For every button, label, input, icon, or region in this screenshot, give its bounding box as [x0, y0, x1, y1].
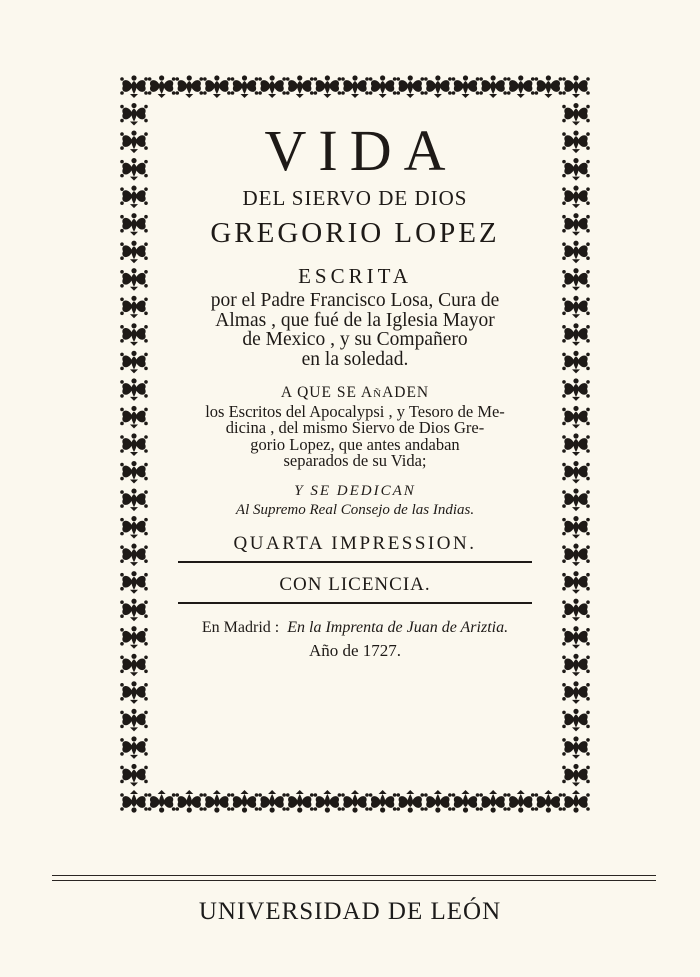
- fleuron-ornament: [120, 241, 148, 264]
- fleuron-ornament: [562, 516, 590, 539]
- fleuron-ornament: [120, 571, 148, 594]
- fleuron-ornament: [562, 241, 590, 264]
- fleuron-ornament: [148, 75, 176, 98]
- added-line: dicina , del mismo Siervo de Dios Gre-: [225, 418, 485, 437]
- fleuron-ornament: [120, 488, 148, 511]
- fleuron-ornament: [507, 75, 535, 98]
- fleuron-ornament: [562, 268, 590, 291]
- fleuron-ornament: [562, 571, 590, 594]
- added-line: separados de su Vida;: [283, 451, 427, 470]
- publisher-name: UNIVERSIDAD DE LEÓN: [198, 898, 502, 925]
- fleuron-ornament: [120, 158, 148, 181]
- fleuron-ornament: [314, 75, 342, 98]
- added-line: gorio Lopez, que antes andaban: [250, 434, 460, 454]
- fleuron-ornament: [562, 323, 590, 346]
- fleuron-ornament: [120, 351, 148, 374]
- fleuron-ornament: [120, 296, 148, 319]
- fleuron-ornament: [535, 75, 563, 98]
- fleuron-ornament: [231, 790, 259, 813]
- fleuron-ornament: [562, 626, 590, 649]
- fleuron-ornament: [396, 790, 424, 813]
- fleuron-ornament: [507, 790, 535, 813]
- license-line: CON LICENCIA.: [279, 573, 431, 595]
- fleuron-ornament: [562, 488, 590, 511]
- fleuron-ornament: [120, 433, 148, 456]
- fleuron-ornament: [562, 351, 590, 374]
- subject-name: GREGORIO LOPEZ: [210, 217, 500, 249]
- fleuron-ornament: [562, 709, 590, 732]
- fleuron-ornament: [562, 75, 590, 98]
- fleuron-ornament: [120, 186, 148, 209]
- fleuron-ornament: [120, 790, 148, 813]
- fleuron-ornament: [120, 736, 148, 759]
- fleuron-ornament: [341, 75, 369, 98]
- fleuron-ornament: [562, 764, 590, 787]
- fleuron-ornament: [562, 736, 590, 759]
- fleuron-ornament: [562, 158, 590, 181]
- fleuron-ornament: [120, 130, 148, 153]
- fleuron-ornament: [120, 461, 148, 484]
- edition-line: QUARTA IMPRESSION.: [233, 532, 477, 554]
- fleuron-ornament: [562, 681, 590, 704]
- fleuron-ornament: [120, 75, 148, 98]
- fleuron-ornament: [120, 709, 148, 732]
- fleuron-ornament: [424, 790, 452, 813]
- fleuron-ornament: [562, 213, 590, 236]
- fleuron-ornament: [120, 764, 148, 787]
- fleuron-ornament: [258, 790, 286, 813]
- fleuron-ornament: [120, 516, 148, 539]
- fleuron-ornament: [120, 213, 148, 236]
- fleuron-ornament: [175, 75, 203, 98]
- imprint-press: En la Imprenta de Juan de Ariztia.: [287, 618, 509, 636]
- fleuron-ornament: [452, 790, 480, 813]
- fleuron-ornament: [562, 544, 590, 567]
- dedication-heading: Y SE DEDICAN: [294, 482, 416, 499]
- fleuron-ornament: [562, 130, 590, 153]
- fleuron-ornament: [258, 75, 286, 98]
- fleuron-ornament: [203, 75, 231, 98]
- fleuron-ornament: [562, 433, 590, 456]
- fleuron-ornament: [396, 75, 424, 98]
- divider-rule: [178, 561, 532, 563]
- title-page-frame: [112, 64, 598, 824]
- fleuron-ornament: [479, 75, 507, 98]
- imprint-city: En Madrid :: [201, 618, 280, 636]
- author-line: por el Padre Francisco Losa, Cura de: [210, 290, 500, 311]
- fleuron-ornament: [341, 790, 369, 813]
- fleuron-ornament: [120, 378, 148, 401]
- fleuron-ornament: [120, 626, 148, 649]
- book-title: VIDA: [264, 118, 458, 183]
- added-line: los Escritos del Apocalypsi , y Tesoro de Me-: [205, 401, 505, 421]
- fleuron-ornament: [479, 790, 507, 813]
- fleuron-ornament: [120, 406, 148, 429]
- fleuron-ornament: [286, 790, 314, 813]
- fleuron-ornament: [562, 296, 590, 319]
- fleuron-ornament: [120, 681, 148, 704]
- fleuron-ornament: [562, 790, 590, 813]
- added-block: [174, 401, 536, 470]
- fleuron-ornament: [562, 461, 590, 484]
- fleuron-ornament: [562, 599, 590, 622]
- fleuron-ornament: [452, 75, 480, 98]
- added-heading: A QUE SE AñADEN: [280, 384, 430, 401]
- title-text-block: [174, 112, 536, 762]
- fleuron-ornament: [369, 75, 397, 98]
- fleuron-ornament: [562, 654, 590, 677]
- fleuron-ornament: [120, 654, 148, 677]
- fleuron-ornament: [120, 599, 148, 622]
- author-block: [174, 291, 536, 369]
- written-heading: ESCRITA: [298, 264, 412, 288]
- fleuron-ornament: [424, 75, 452, 98]
- footer-rule-top: [52, 875, 656, 876]
- author-line: Almas , que fué de la Iglesia Mayor: [215, 309, 495, 331]
- fleuron-ornament: [120, 323, 148, 346]
- fleuron-ornament: [120, 544, 148, 567]
- imprint-line: [174, 620, 536, 636]
- fleuron-ornament: [535, 790, 563, 813]
- fleuron-ornament: [120, 268, 148, 291]
- author-line: de Mexico , y su Compañero: [242, 329, 468, 350]
- fleuron-ornament: [120, 103, 148, 126]
- dedication-line: Al Supremo Real Consejo de las Indias.: [235, 501, 475, 518]
- author-line: en la soledad.: [301, 348, 409, 370]
- fleuron-ornament: [562, 378, 590, 401]
- divider-rule: [178, 602, 532, 604]
- fleuron-ornament: [314, 790, 342, 813]
- book-subtitle: DEL SIERVO DE DIOS: [242, 186, 468, 210]
- footer-rule-bottom: [52, 880, 656, 881]
- imprint-year: Año de 1727.: [308, 640, 402, 660]
- fleuron-ornament: [148, 790, 176, 813]
- fleuron-ornament: [203, 790, 231, 813]
- fleuron-ornament: [562, 186, 590, 209]
- fleuron-ornament: [231, 75, 259, 98]
- fleuron-ornament: [562, 103, 590, 126]
- fleuron-ornament: [369, 790, 397, 813]
- fleuron-ornament: [175, 790, 203, 813]
- fleuron-ornament: [562, 406, 590, 429]
- fleuron-ornament: [286, 75, 314, 98]
